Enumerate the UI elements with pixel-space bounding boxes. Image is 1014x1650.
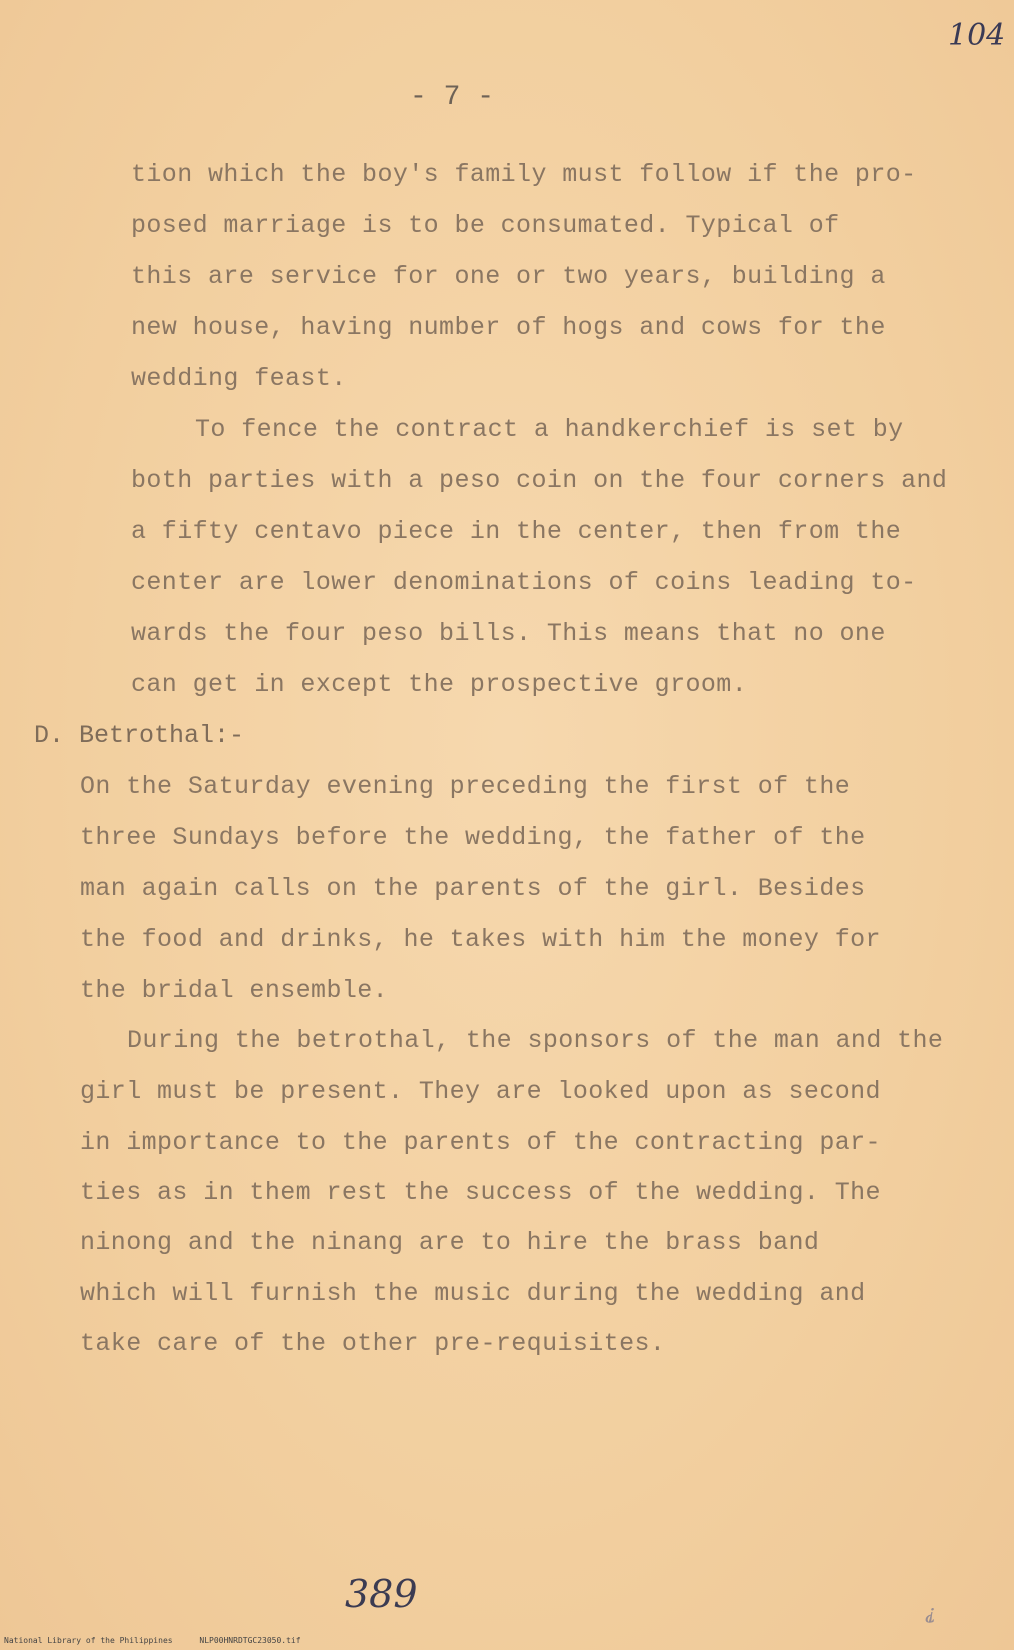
text-line: a fifty centavo piece in the center, then from the (131, 517, 902, 546)
text-line: which will furnish the music during the wedding and (80, 1279, 866, 1308)
text-line: three Sundays before the wedding, the father of the (80, 823, 866, 852)
folio-number: 104 (948, 18, 1006, 53)
section-heading: D. Betrothal:- (34, 721, 245, 750)
text-line: ninong and the ninang are to hire the brass band (80, 1228, 820, 1257)
handwritten-page-number: 389 (345, 1572, 418, 1616)
text-line: can get in except the prospective groom. (131, 670, 748, 699)
text-line: both parties with a peso coin on the four corners and (131, 466, 948, 495)
pencil-mark: ⸘ (925, 1600, 936, 1624)
page-number: - 7 - (410, 82, 495, 113)
text-line: the food and drinks, he takes with him the money for (80, 925, 881, 954)
text-line: wedding feast. (131, 364, 347, 393)
text-line: wards the four peso bills. This means that no one (131, 619, 886, 648)
text-line: this are service for one or two years, building a (131, 262, 886, 291)
text-line: girl must be present. They are looked upon as second (80, 1077, 881, 1106)
text-line: new house, having number of hogs and cows for the (131, 313, 886, 342)
scan-footer (4, 1636, 323, 1645)
library-name: National Library of the Philippines (4, 1636, 173, 1645)
text-line: ties as in them rest the success of the wedding. The (80, 1178, 881, 1207)
text-line: To fence the contract a handkerchief is set by (195, 415, 904, 444)
text-line: tion which the boy's family must follow if the pro- (131, 160, 917, 189)
text-line: During the betrothal, the sponsors of the man and the (127, 1026, 944, 1055)
text-line: On the Saturday evening preceding the first of the (80, 772, 851, 801)
text-line: posed marriage is to be consumated. Typical of (131, 211, 840, 240)
text-line: take care of the other pre-requisites. (80, 1329, 666, 1358)
text-line: the bridal ensemble. (80, 976, 389, 1005)
file-name: NLP00HNRDTGC23050.tif (199, 1636, 301, 1645)
text-line: center are lower denominations of coins leading to- (131, 568, 917, 597)
text-line: in importance to the parents of the contracting par- (80, 1128, 881, 1157)
text-line: man again calls on the parents of the girl. Besides (80, 874, 866, 903)
